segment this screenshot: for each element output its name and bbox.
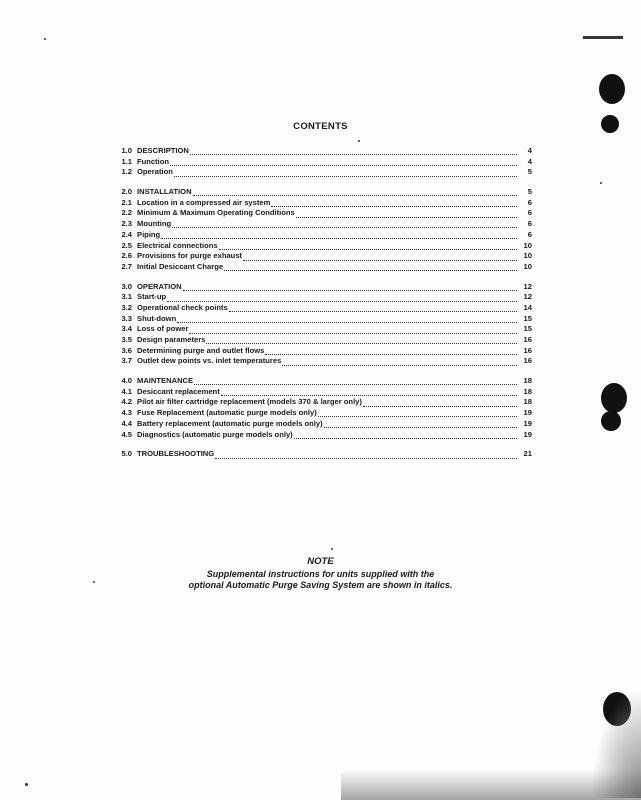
toc-leader-dots xyxy=(174,169,517,177)
toc-entry-label: Operational check points xyxy=(137,302,228,312)
toc-leader-dots xyxy=(183,283,517,291)
toc-entry-label: Function xyxy=(137,156,170,166)
toc-section-description xyxy=(112,146,532,178)
toc-entry-number: 2.3 xyxy=(121,219,132,229)
toc-leader-dots xyxy=(194,377,517,385)
note-line: optional Automatic Purge Saving System are shown in italics. xyxy=(188,579,453,590)
toc-leader-dots xyxy=(215,451,517,459)
toc-entry-number: 5.0 xyxy=(121,449,132,459)
toc-entry[interactable] xyxy=(112,346,532,357)
toc-entry-page: 6 xyxy=(527,208,532,218)
toc-entry-label: Design parameters xyxy=(137,335,206,344)
toc-entry-page: 10 xyxy=(523,261,532,271)
toc-entry-number: 3.5 xyxy=(121,335,132,344)
toc-leader-dots xyxy=(206,336,517,344)
toc-entry[interactable] xyxy=(112,376,532,387)
punch-hole xyxy=(599,74,625,104)
toc-leader-dots xyxy=(229,304,517,312)
toc-entry-label: Determining purge and outlet flows xyxy=(137,345,265,355)
toc-entry-label: Mounting xyxy=(137,219,172,229)
toc-leader-dots xyxy=(190,147,517,155)
supplemental-note xyxy=(0,557,641,590)
punch-hole xyxy=(601,115,619,133)
toc-entry-page: 5 xyxy=(527,167,532,177)
toc-entry[interactable] xyxy=(112,419,532,430)
toc-leader-dots xyxy=(363,399,517,407)
toc-entry[interactable] xyxy=(112,230,532,241)
toc-entry[interactable] xyxy=(112,157,532,168)
toc-entry[interactable] xyxy=(112,251,532,262)
toc-entry-page: 19 xyxy=(523,408,532,418)
toc-entry-page: 19 xyxy=(523,418,532,428)
toc-entry-number: 3.3 xyxy=(121,313,132,323)
toc-entry[interactable] xyxy=(112,292,532,303)
toc-entry-number: 1.0 xyxy=(121,146,132,155)
toc-entry[interactable] xyxy=(112,208,532,219)
note-line: Supplemental instructions for units supplied with the xyxy=(206,568,435,579)
toc-section-installation xyxy=(112,187,532,273)
toc-entry-label: Operation xyxy=(137,167,173,177)
toc-entry-number: 4.5 xyxy=(121,429,132,439)
toc-entry[interactable] xyxy=(112,167,532,178)
note-heading: NOTE xyxy=(307,556,334,567)
toc-entry-page: 14 xyxy=(523,302,532,312)
toc-entry[interactable] xyxy=(112,282,532,293)
toc-entry-number: 3.0 xyxy=(121,281,132,291)
scan-speck xyxy=(25,783,28,786)
toc-entry-page: 6 xyxy=(527,197,532,207)
toc-entry-number: 4.2 xyxy=(121,397,132,407)
toc-entry-page: 4 xyxy=(527,156,532,166)
toc-entry-number: 4.0 xyxy=(121,376,132,386)
toc-section-troubleshooting xyxy=(112,449,532,460)
toc-entry-number: 3.2 xyxy=(121,302,132,312)
punch-hole xyxy=(601,383,627,413)
scan-speck xyxy=(44,38,46,40)
toc-leader-dots xyxy=(193,188,517,196)
toc-leader-dots xyxy=(224,263,517,271)
toc-leader-dots xyxy=(265,347,517,355)
toc-entry-page: 10 xyxy=(523,240,532,250)
toc-leader-dots xyxy=(172,220,517,228)
toc-entry[interactable] xyxy=(112,356,532,367)
toc-leader-dots xyxy=(161,231,517,239)
toc-entry-page: 15 xyxy=(523,324,532,334)
toc-leader-dots xyxy=(219,242,517,250)
scan-edge-mark xyxy=(583,36,623,39)
toc-entry-label: Diagnostics (automatic purge models only) xyxy=(137,429,293,439)
toc-entry[interactable] xyxy=(112,219,532,230)
toc-leader-dots xyxy=(296,210,517,218)
toc-entry-number: 3.6 xyxy=(121,345,132,355)
toc-entry-label: INSTALLATION xyxy=(137,187,192,197)
toc-entry-label: Minimum & Maximum Operating Conditions xyxy=(137,208,295,218)
toc-entry-label: Battery replacement (automatic purge models only) xyxy=(137,418,323,428)
toc-leader-dots xyxy=(177,315,517,323)
toc-leader-dots xyxy=(189,326,517,334)
toc-entry-number: 3.4 xyxy=(121,324,132,334)
toc-entry-label: Start-up xyxy=(137,292,167,302)
toc-entry-label: Electrical connections xyxy=(137,240,218,250)
toc-entry[interactable] xyxy=(112,198,532,209)
toc-entry[interactable] xyxy=(112,335,532,346)
toc-entry-page: 16 xyxy=(523,335,532,344)
toc-entry-number: 2.1 xyxy=(121,197,132,207)
punch-hole xyxy=(601,411,621,431)
toc-leader-dots xyxy=(271,199,517,207)
toc-entry-label: Shut-down xyxy=(137,313,177,323)
toc-entry-page: 16 xyxy=(523,345,532,355)
toc-leader-dots xyxy=(318,409,517,417)
toc-entry[interactable] xyxy=(112,397,532,408)
toc-entry-page: 12 xyxy=(523,281,532,291)
toc-section-operation xyxy=(112,282,532,368)
toc-entry-number: 2.4 xyxy=(121,229,132,239)
toc-section-maintenance xyxy=(112,376,532,440)
toc-entry[interactable] xyxy=(112,314,532,325)
toc-entry-page: 18 xyxy=(523,397,532,407)
contents-title: CONTENTS xyxy=(293,121,348,132)
table-of-contents xyxy=(112,146,532,469)
toc-entry[interactable] xyxy=(112,430,532,441)
scan-shadow xyxy=(341,770,641,800)
toc-entry-page: 5 xyxy=(527,187,532,197)
toc-entry-page: 16 xyxy=(523,356,532,366)
toc-entry-page: 12 xyxy=(523,292,532,302)
toc-entry-number: 2.5 xyxy=(121,240,132,250)
toc-entry-number: 2.7 xyxy=(121,261,132,271)
toc-entry-page: 21 xyxy=(523,449,532,459)
scan-speck xyxy=(331,548,333,550)
toc-entry-label: MAINTENANCE xyxy=(137,376,194,386)
toc-entry-label: OPERATION xyxy=(137,281,182,291)
toc-entry-page: 6 xyxy=(527,219,532,229)
toc-entry-label: Loss of power xyxy=(137,324,189,334)
toc-entry[interactable] xyxy=(112,146,532,157)
toc-entry-number: 3.1 xyxy=(121,292,132,302)
toc-entry-number: 4.1 xyxy=(121,386,132,396)
toc-entry-page: 18 xyxy=(523,376,532,386)
toc-leader-dots xyxy=(170,158,517,166)
toc-leader-dots xyxy=(221,388,517,396)
toc-entry-number: 2.0 xyxy=(121,187,132,197)
toc-entry-label: DESCRIPTION xyxy=(137,146,189,155)
toc-entry-number: 3.7 xyxy=(121,356,132,366)
toc-entry-label: Pilot air filter cartridge replacement (models 370 & larger only) xyxy=(137,397,362,407)
toc-entry[interactable] xyxy=(112,262,532,273)
toc-entry-number: 1.2 xyxy=(121,167,132,177)
toc-entry[interactable] xyxy=(112,187,532,198)
toc-leader-dots xyxy=(282,358,517,366)
toc-entry-label: Piping xyxy=(137,229,161,239)
toc-entry-label: Initial Desiccant Charge xyxy=(137,261,224,271)
toc-entry-label: Fuse Replacement (automatic purge models only) xyxy=(137,408,317,418)
toc-entry[interactable] xyxy=(112,241,532,252)
toc-entry-number: 2.6 xyxy=(121,251,132,261)
toc-entry-number: 4.3 xyxy=(121,408,132,418)
toc-leader-dots xyxy=(167,294,517,302)
toc-entry-label: Desiccant replacement xyxy=(137,386,220,396)
toc-entry-label: TROUBLESHOOTING xyxy=(137,449,215,459)
scan-speck xyxy=(358,140,360,142)
scan-speck xyxy=(600,182,602,184)
toc-entry-page: 10 xyxy=(523,251,532,261)
toc-entry-label: Location in a compressed air system xyxy=(137,197,271,207)
toc-entry-page: 4 xyxy=(527,146,532,155)
toc-leader-dots xyxy=(243,253,517,261)
toc-entry-number: 2.2 xyxy=(121,208,132,218)
toc-entry-number: 1.1 xyxy=(121,156,132,166)
toc-entry-page: 15 xyxy=(523,313,532,323)
toc-entry[interactable] xyxy=(112,303,532,314)
toc-entry-label: Outlet dew points vs. inlet temperatures xyxy=(137,356,282,366)
toc-entry[interactable] xyxy=(112,324,532,335)
toc-entry[interactable] xyxy=(112,408,532,419)
toc-entry-page: 18 xyxy=(523,386,532,396)
toc-entry-number: 4.4 xyxy=(121,418,132,428)
toc-entry-page: 19 xyxy=(523,429,532,439)
toc-entry[interactable] xyxy=(112,449,532,460)
toc-entry-page: 6 xyxy=(527,229,532,239)
scan-speck xyxy=(93,581,95,583)
toc-leader-dots xyxy=(324,420,517,428)
toc-entry[interactable] xyxy=(112,387,532,398)
toc-entry-label: Provisions for purge exhaust xyxy=(137,251,243,261)
toc-leader-dots xyxy=(294,431,517,439)
